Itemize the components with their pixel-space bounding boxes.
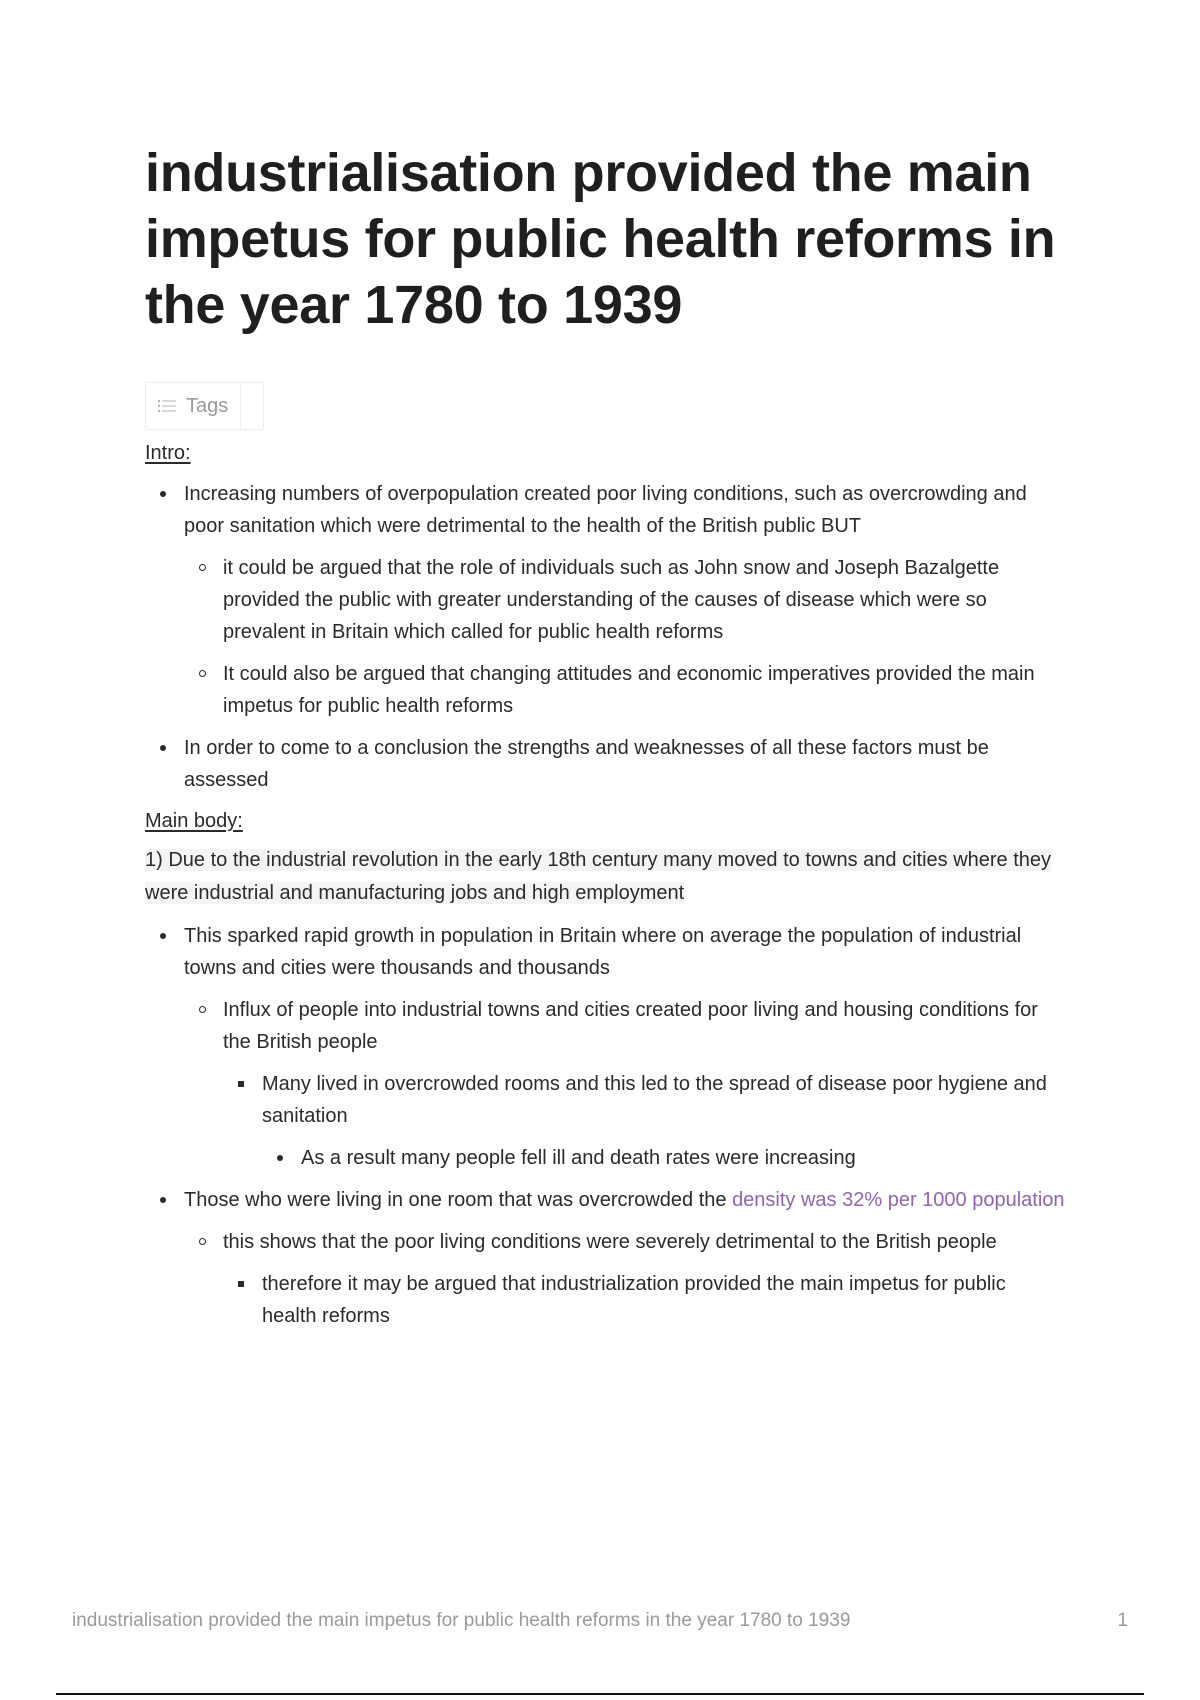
main-body-list: [145, 920, 1065, 1332]
intro-list: [145, 478, 1065, 796]
bullet-circle-icon: [199, 564, 206, 571]
main-body-heading: Main body:: [145, 810, 243, 832]
divider: [56, 1693, 1144, 1695]
bullet-circle-icon: [199, 1006, 206, 1013]
statistic-highlight: density was 32% per 1000 population: [732, 1189, 1065, 1211]
bullet-disc-icon: [277, 1155, 283, 1161]
document-page: [145, 140, 1065, 1342]
bullet-disc-icon: [160, 491, 166, 497]
page-footer: [72, 1610, 1128, 1632]
list-item: As a result many people fell ill and death rates were increasing: [145, 1142, 1065, 1174]
tags-label: Tags: [186, 394, 229, 417]
list-item: Many lived in overcrowded rooms and this led to the spread of disease poor hygiene and sanitation: [145, 1068, 1065, 1132]
list-item: therefore it may be argued that industrialization provided the main impetus for public health reforms: [145, 1268, 1065, 1332]
bullet-disc-icon: [160, 745, 166, 751]
list-item: This sparked rapid growth in population in Britain where on average the population of industrial towns and cities were thousands and thousands: [145, 920, 1065, 984]
list-item: it could be argued that the role of individuals such as John snow and Joseph Bazalgette provided the public with greater understanding of the causes of disease which were so prevalent in Britain which called for public health reforms: [145, 552, 1065, 648]
list-item: Those who were living in one room that was overcrowded the density was 32% per 1000 population: [145, 1184, 1065, 1216]
list-item: this shows that the poor living conditions were severely detrimental to the British people: [145, 1226, 1065, 1258]
tags-property[interactable]: [145, 382, 264, 430]
bullet-circle-icon: [199, 1238, 206, 1245]
list-item: Influx of people into industrial towns and cities created poor living and housing conditions for the British people: [145, 994, 1065, 1058]
footer-title: industrialisation provided the main impetus for public health reforms in the year 1780 to 1939: [72, 1610, 851, 1631]
list-item: Increasing numbers of overpopulation created poor living conditions, such as overcrowding and poor sanitation which were detrimental to the health of the British public BUT: [145, 478, 1065, 542]
main-body-paragraph: 1) Due to the industrial revolution in the early 18th century many moved to towns and cities where they were industrial and manufacturing jobs and high employment: [145, 849, 1052, 904]
tags-value[interactable]: [240, 383, 263, 429]
bullet-disc-icon: [160, 933, 166, 939]
page-number: 1: [1117, 1610, 1128, 1631]
bullet-disc-icon: [160, 1197, 166, 1203]
bullet-square-icon: [238, 1081, 244, 1087]
list-item: In order to come to a conclusion the strengths and weaknesses of all these factors must be assessed: [145, 732, 1065, 796]
list-item: It could also be argued that changing attitudes and economic imperatives provided the main impetus for public health reforms: [145, 658, 1065, 722]
intro-heading: Intro:: [145, 442, 191, 464]
bullet-square-icon: [238, 1281, 244, 1287]
bullet-circle-icon: [199, 670, 206, 677]
page-title: industrialisation provided the main impetus for public health reforms in the year 1780 to 1939: [145, 143, 1056, 335]
list-icon: [158, 399, 176, 413]
